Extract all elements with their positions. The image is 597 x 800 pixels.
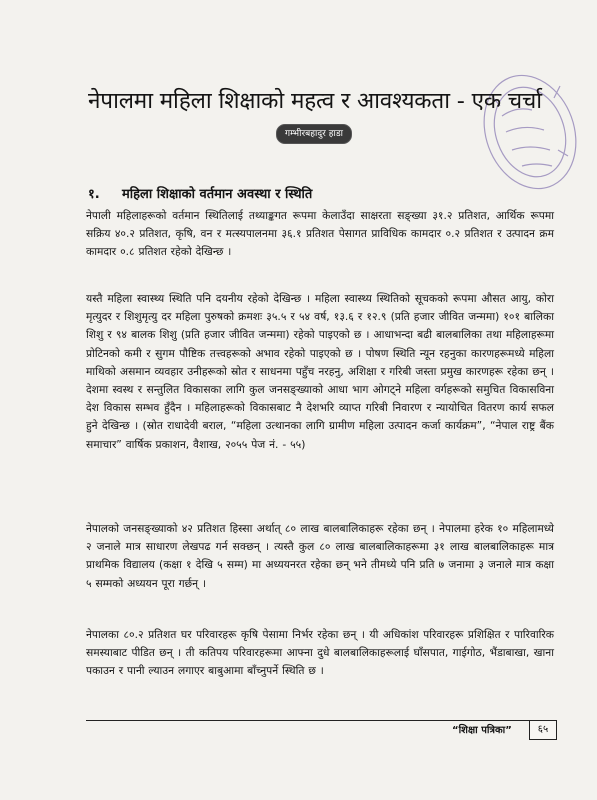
- paragraph: नेपालको जनसङ्ख्याको ४२ प्रतिशत हिस्सा अर्थात् ८० लाख बालबालिकाहरू रहेका छन् । नेपालमा हरेक १० महिलामध्ये २ जनाले मात्र साधारण लेखपढ गर्न सक्छन् । त्यस्तै कुल ८० लाख बालबालिकाहरूमा ३१ लाख बालबालिकाहरू मात्र प्राथमिक विद्यालय (कक्षा १ देखि ५ सम्म) मा अध्ययनरत रहेका छन् भने तीमध्ये पनि प्रति ७ जनामा ३ जनाले मात्र कक्षा ५ सम्मको अध्ययन पूरा गर्छन् ।: [86, 522, 554, 590]
- paragraph: यस्तै महिला स्वास्थ्य स्थिति पनि दयनीय रहेको देखिन्छ । महिला स्वास्थ्य स्थितिको सूचकको रूपमा औसत आयु, कोरा मृत्युदर र शिशुमृत्यु दर महिला पुरुषको क्रमशः ३५.५ र ५४ वर्ष, १३.६ र १२.९ (प्रति हजार जीवित जन्ममा) १०१ बालिका शिशु र ९४ बालक शिशु (प्रति हजार जीवित जन्ममा) रहेको पाइएको छ । आधाभन्दा बढी बालबालिका तथा महिलाहरूमा प्रोटिनको कमी र सुगम पौष्टिक तत्त्वहरूको अभाव रहेको पाइएको छ । पोषण स्थिति न्यून रहनुका कारणहरूमध्ये महिला माथिको असमान व्यवहार उनीहरूको स्रोत र साधनमा पहुँच नरहनु, अशिक्षा र गरिबी जस्ता प्रमुख कारणहरू रहेका छन् । देशमा स्वस्थ र सन्तुलित विकासका लागि कुल जनसङ्ख्याको आधा भाग ओगट्ने महिला वर्गहरूको समुचित विकासविना देश विकास सम्भव हुँदैन । महिलाहरूको विकासबाट नै देशभरि व्याप्त गरिबी निवारण र न्यायोचित वितरण कार्य सफल हुने देखिन्छ । (स्रोत राधादेवी बराल, “महिला उत्थानका लागि ग्रामीण महिला उत्पादन कर्जा कार्यक्रम”, “नेपाल राष्ट्र बैंक समाचार” वार्षिक प्रकाशन, वैशाख, २०५५ पेज नं. - ५५): [86, 292, 554, 451]
- publication-name: “शिक्षा पत्रिका”: [452, 725, 512, 736]
- article-title: नेपालमा महिला शिक्षाको महत्व र आवश्यकता - एक चर्चा: [88, 88, 542, 114]
- section-title: महिला शिक्षाको वर्तमान अवस्था र स्थिति: [122, 187, 313, 202]
- paragraph: नेपाली महिलाहरूको वर्तमान स्थितिलाई तथ्याङ्कगत रूपमा केलाउँदा साक्षरता सङ्ख्या ३१.२ प्रतिशत, आर्थिक रूपमा सक्रिय ४०.२ प्रतिशत, कृषि, वन र मत्स्यपालनमा ३६.१ प्रतिशत पेसागत प्राविधिक कामदार ०.२ प्रतिशत र उत्पादन क्रम कामदार ०.८ प्रतिशत रहेको देखिन्छ ।: [86, 209, 554, 259]
- section-number: १.: [88, 187, 100, 202]
- page-number: ६५: [529, 720, 557, 740]
- paragraph: नेपालका ८०.२ प्रतिशत घर परिवारहरू कृषि पेसामा निर्भर रहेका छन् । यी अधिकांश परिवारहरू प्रशिक्षित र पारिवारिक समस्याबाट पीडित छन् । ती कतिपय परिवारहरूमा आफ्ना दुधे बालबालिकाहरूलाई घाँसपात, गाईगोठ, भैंडाबाखा, खाना पकाउन र पानी ल्याउन लगाएर बाबुआमा बाँच्नुपर्ने स्थिति छ ।: [86, 628, 554, 678]
- author-badge: गम्भीरबहादुर हाडा: [276, 124, 352, 144]
- footer-divider: [86, 720, 541, 721]
